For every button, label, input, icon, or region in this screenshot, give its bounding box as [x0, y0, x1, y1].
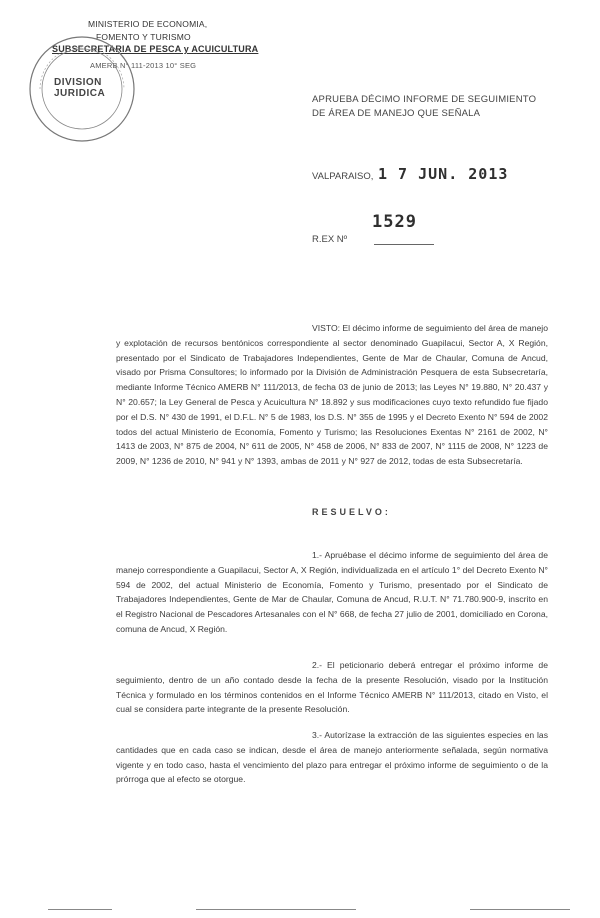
footer-rule: [48, 909, 112, 910]
reference-line: AMERB N° 111-2013 10° SEG: [90, 61, 197, 70]
resolution-item-3: 3.- Autorízase la extracción de las siguientes especies en las cantidades que en cada caso se indican, desde el área de manejo anteriormente señalada, según normativa vigente y en todo caso, hasta el vencimiento del plazo para entregar el próximo informe de seguimiento o de la prórroga que al efecto se otorgue.: [116, 730, 548, 785]
date-stamp: 1 7 JUN. 2013: [378, 165, 509, 183]
place-label: VALPARAISO,: [312, 171, 374, 182]
ministry-line1: MINISTERIO DE ECONOMIA,: [88, 19, 208, 29]
footer-rule: [470, 909, 570, 910]
exempt-resolution-number: 1529: [372, 212, 417, 232]
seal-division-text: DIVISION: [54, 77, 102, 88]
resolution-item-1: 1.- Apruébase el décimo informe de seguimiento del área de manejo correspondiente a Guapilacui, Sector A, X Región, individualizada en el artículo 1° del Decreto Exento N° 594 de 2002, del actual Ministerio de Economía, Fomento y Turismo, presentado por el Sindicato de Trabajadores Independientes, Gente de Mar de Chaular, Comuna de Ancud, R.U.T. N° 71.780.900-9, inscrito en el Registro Nacional de Pescadores Artesanales con el N° 668, de fecha 27 julio de 2001, domiciliado en Corona, comuna de Ancud, X Región.: [116, 550, 548, 634]
document-subject: APRUEBA DÉCIMO INFORME DE SEGUIMIENTO DE ÁREA DE MANEJO QUE SEÑALA: [312, 94, 537, 119]
subsecretaria-line: SUBSECRETARIA DE PESCA y ACUICULTURA: [52, 44, 259, 54]
resuelvo-heading: RESUELVO:: [312, 507, 391, 517]
footer-rule: [196, 909, 356, 910]
seal-juridica-text: JURIDICA: [54, 88, 106, 99]
exempt-resolution-label: R.EX Nº: [312, 234, 348, 245]
exempt-number-underline: [374, 244, 434, 245]
ministry-line2: FOMENTO Y TURISMO: [96, 32, 191, 42]
visto-paragraph: VISTO: El décimo informe de seguimiento del área de manejo y explotación de recursos bentónicos correspondiente al sector denominado Guapilacui, Sector A, X Región, presentado por el Sindicato de Trabajadores Independientes, Gente de Mar de Chaular, Comuna de Ancud, visado por Prisma Consultores; lo informado por la División de Administración Pesquera de esta Subsecretaría, mediante Informe Técnico AMERB N° 111/2013, de fecha 03 de junio de 2013; las Leyes N° 19.880, N° 20.437 y N° 20.657; la Ley General de Pesca y Acuicultura N° 18.892 y sus modificaciones cuyo texto refundido fue fijado por el D.S. N° 430 de 1991, el D.F.L. N° 5 de 1983, los D.S. N° 355 de 1995 y el Decreto Exento N° 594 de 2002 todos del actual Ministerio de Economía, Fomento y Turismo; las Resoluciones Exentas N° 2161 de 2002, N° 1413 de 2003, N° 875 de 2004, N° 611 de 2005, N° 458 de 2006, N° 833 de 2007, N° 1115 de 2008, N° 1223 de 2009, N° 1236 de 2010, N° 941 y N° 1393, ambas de 2011 y N° 927 de 2012, todas de esta Subsecretaría.: [116, 323, 548, 467]
resolution-item-2: 2.- El peticionario deberá entregar el próximo informe de seguimiento, dentro de un año contado desde la fecha de la presente Resolución, visado por la Institución Técnica y formulado en los términos contenidos en el Informe Técnico AMERB N° 111/2013, citado en Visto, el cual se considera parte integrante de la presente Resolución.: [116, 660, 548, 715]
